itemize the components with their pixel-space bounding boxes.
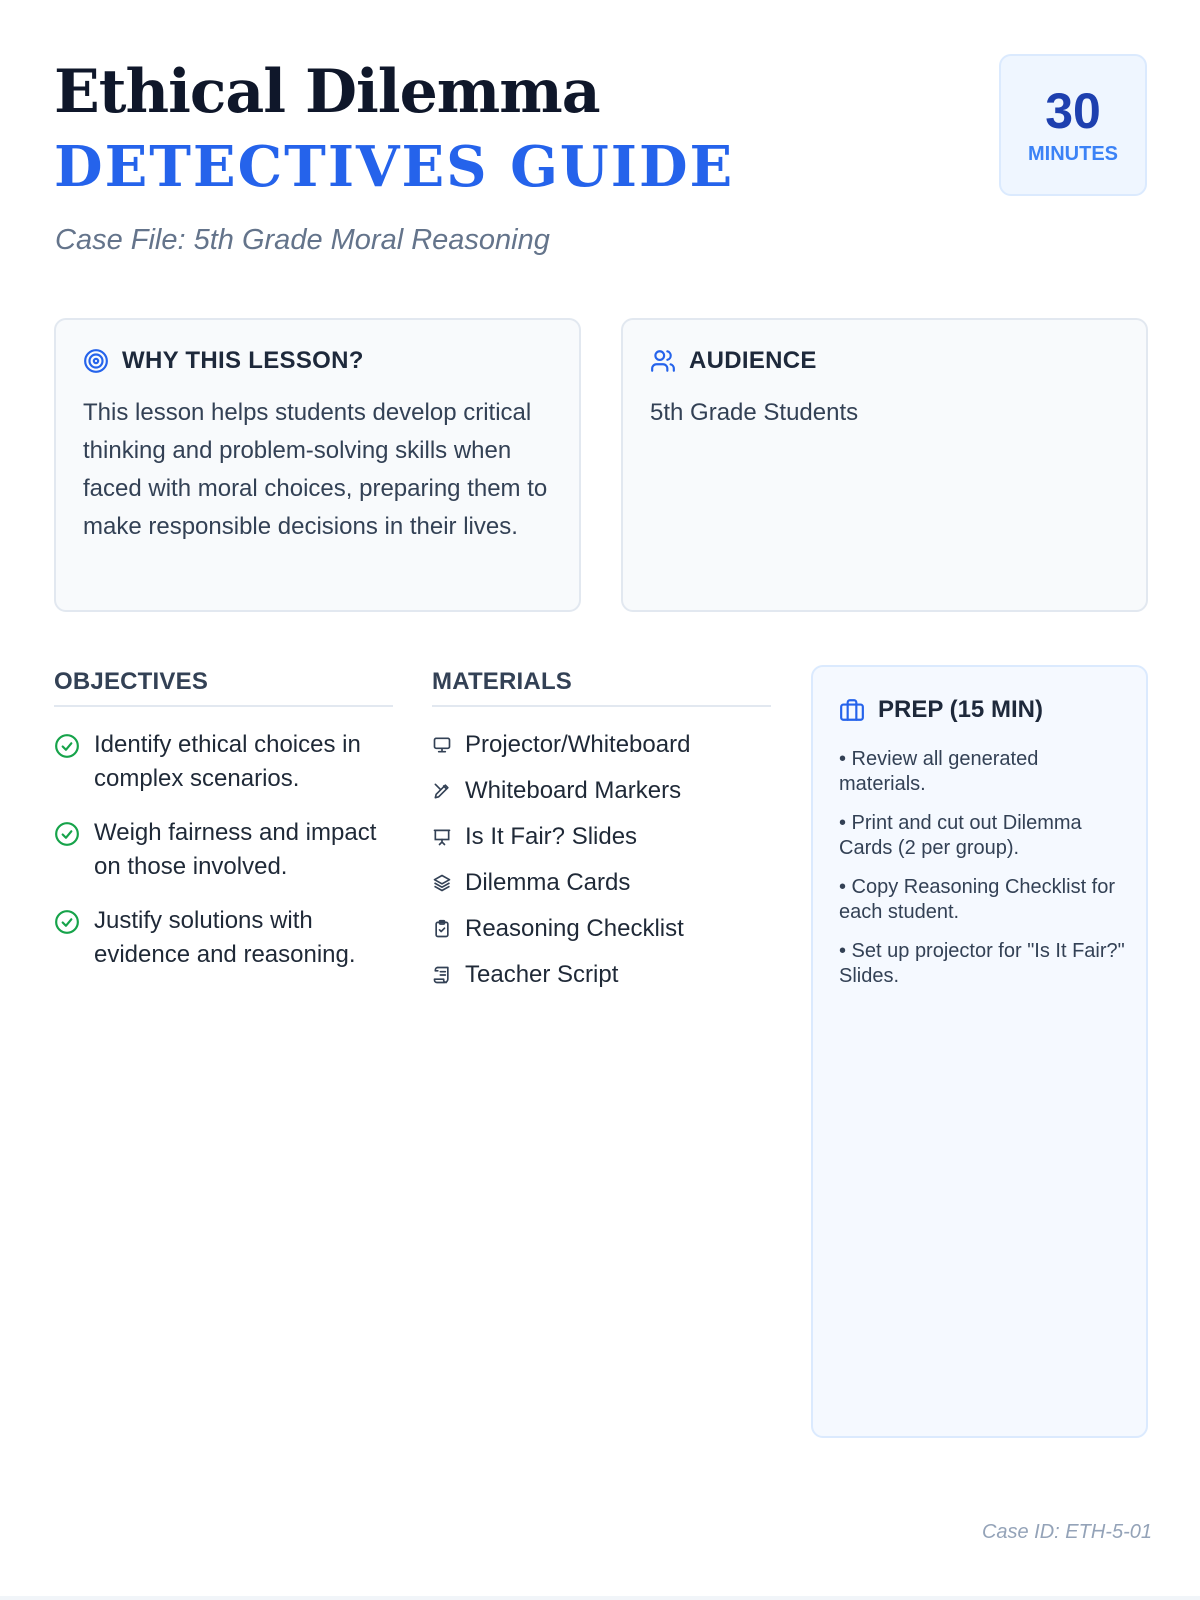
material-item [432, 911, 772, 947]
objective-item [54, 728, 394, 796]
prep-title: PREP (15 MIN) [878, 696, 1043, 723]
material-item [432, 727, 772, 763]
why-lesson-card [54, 318, 581, 612]
material-label: Projector/Whiteboard [465, 731, 691, 758]
objectives-divider [54, 705, 393, 707]
objective-item [54, 816, 394, 884]
objective-text: Identify ethical choices in complex scenarios. [94, 731, 361, 792]
material-label: Whiteboard Markers [465, 777, 682, 804]
objective-text: Weigh fairness and impact on those involved. [94, 819, 377, 880]
monitor-icon [432, 735, 452, 755]
why-lesson-header [83, 346, 364, 376]
materials-list [432, 727, 772, 1003]
material-item [432, 773, 772, 809]
material-item [432, 957, 772, 993]
page-subtitle: Case File: 5th Grade Moral Reasoning [55, 224, 550, 256]
audience-title: AUDIENCE [689, 347, 817, 374]
objective-item [54, 904, 394, 972]
prep-item: • Print and cut out Dilemma Cards (2 per group). [839, 812, 1082, 859]
objectives-heading: OBJECTIVES [54, 668, 209, 695]
prep-list [839, 747, 1126, 1003]
duration-badge [999, 54, 1147, 196]
check-circle-icon [54, 821, 80, 847]
prep-header [839, 695, 1043, 725]
pen-icon [432, 781, 452, 801]
briefcase-icon [839, 697, 865, 723]
material-label: Teacher Script [465, 961, 619, 988]
material-label: Dilemma Cards [465, 869, 631, 896]
page-title-line1: Ethical Dilemma [54, 57, 600, 127]
objectives-list [54, 728, 394, 992]
objective-text: Justify solutions with evidence and reasoning. [94, 907, 356, 968]
why-lesson-title: WHY THIS LESSON? [122, 347, 364, 374]
prep-item: • Review all generated materials. [839, 748, 1039, 795]
case-id: Case ID: ETH-5-01 [981, 1521, 1152, 1543]
material-label: Reasoning Checklist [465, 915, 684, 942]
audience-text: 5th Grade Students [650, 399, 859, 426]
duration-value: 30 [1045, 83, 1101, 139]
page-title-line2: DETECTIVES GUIDE [54, 134, 735, 200]
material-item [432, 819, 772, 855]
prep-card [811, 665, 1148, 1438]
prep-item: • Set up projector for "Is It Fair?" Slides. [839, 940, 1125, 987]
audience-header [650, 346, 817, 376]
scroll-icon [432, 965, 452, 985]
material-label: Is It Fair? Slides [465, 823, 638, 850]
duration-unit: MINUTES [1028, 143, 1118, 165]
audience-card [621, 318, 1148, 612]
why-lesson-text: This lesson helps students develop critical thinking and problem-solving skills when faced with moral choices, preparing them to make responsible decisions in their lives. [83, 399, 548, 540]
clipboard-icon [432, 919, 452, 939]
materials-divider [432, 705, 771, 707]
check-circle-icon [54, 909, 80, 935]
bottom-border [0, 1596, 1200, 1600]
users-icon [650, 348, 676, 374]
check-circle-icon [54, 733, 80, 759]
target-icon [83, 348, 109, 374]
materials-heading: MATERIALS [432, 668, 573, 695]
presentation-icon [432, 827, 452, 847]
material-item [432, 865, 772, 901]
layers-icon [432, 873, 452, 893]
prep-item: • Copy Reasoning Checklist for each student. [839, 876, 1116, 923]
